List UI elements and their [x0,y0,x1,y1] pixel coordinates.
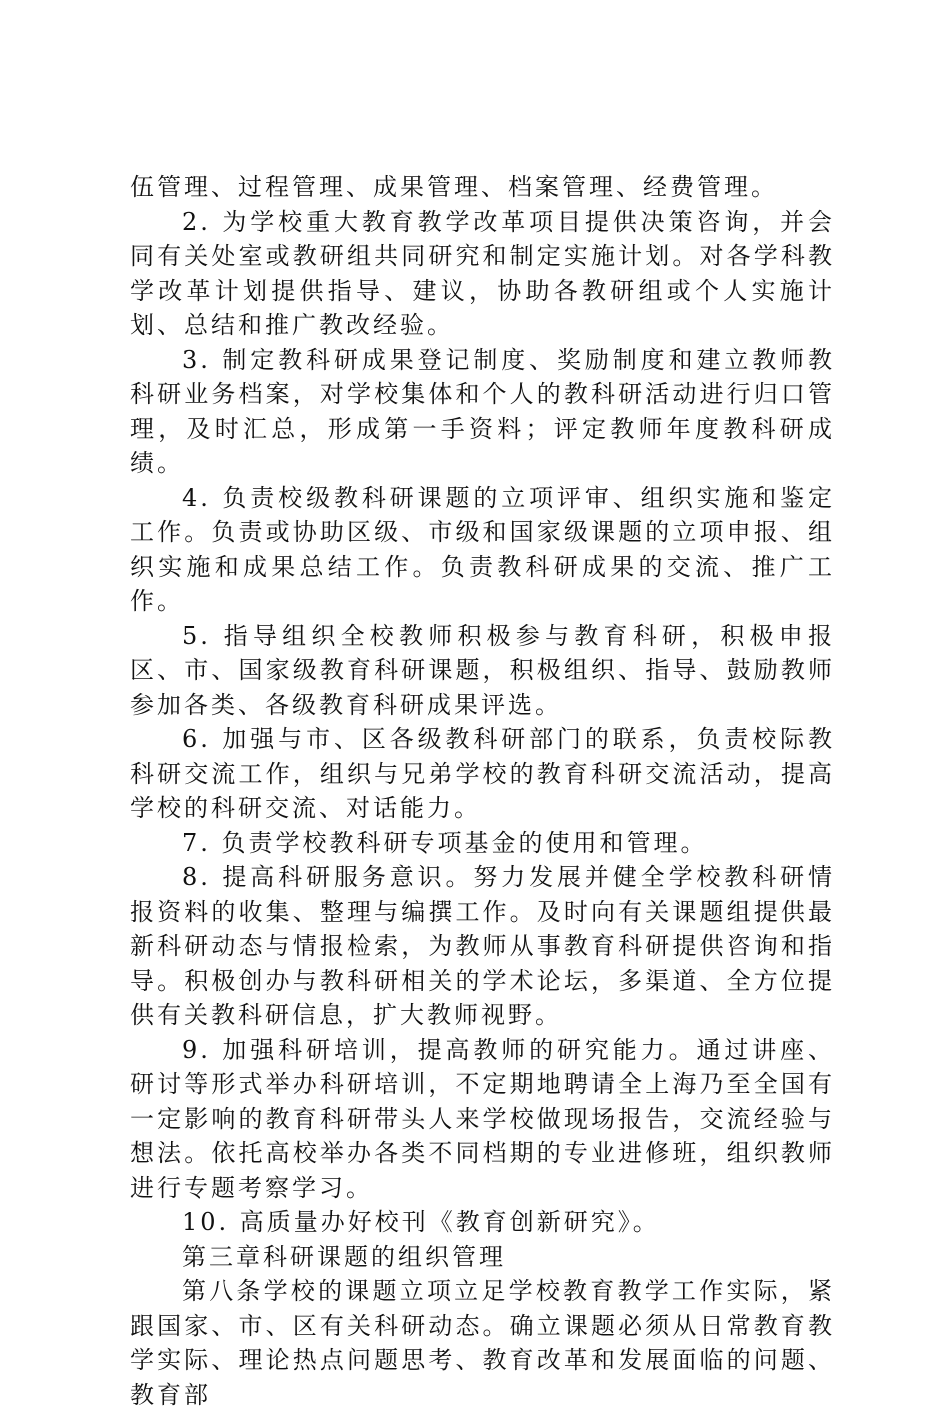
paragraph-continuation: 伍管理、过程管理、成果管理、档案管理、经费管理。 [130,173,778,201]
paragraph-item-3: 3. 制定教科研成果登记制度、奖励制度和建立教师教科研业务档案，对学校集体和个人的教科研活动进行归口管理，及时汇总，形成第一手资料；评定教师年度教科研成绩。 [130,345,835,477]
document-body [130,170,835,1412]
paragraph-item-4: 4. 负责校级教科研课题的立项评审、组织实施和鉴定工作。负责或协助区级、市级和国家级课题的立项申报、组织实施和成果总结工作。负责教科研成果的交流、推广工作。 [130,483,835,615]
paragraph-item-9: 9. 加强科研培训，提高教师的研究能力。通过讲座、研讨等形式举办科研培训，不定期地聘请全上海乃至全国有一定影响的教育科研带头人来学校做现场报告，交流经验与想法。依托高校举办各类不同档期的专业进修班，组织教师进行专题考察学习。 [130,1035,835,1202]
paragraph-item-5: 5. 指导组织全校教师积极参与教育科研，积极申报区、市、国家级教育科研课题，积极组织、指导、鼓励教师参加各类、各级教育科研成果评选。 [130,621,835,719]
article-8-paragraph: 第八条学校的课题立项立足学校教育教学工作实际，紧跟国家、市、区有关科研动态。确立课题必须从日常教育教学实际、理论热点问题思考、教育改革和发展面临的问题、教育部 [130,1277,835,1409]
chapter-heading: 第三章科研课题的组织管理 [182,1242,506,1271]
paragraph-item-7: 7. 负责学校教科研专项基金的使用和管理。 [182,828,708,857]
paragraph-item-6: 6. 加强与市、区各级教科研部门的联系，负责校际教科研交流工作，组织与兄弟学校的教育科研交流活动，提高学校的科研交流、对话能力。 [130,725,835,822]
paragraph-item-2: 2. 为学校重大教育教学改革项目提供决策咨询，并会同有关处室或教研组共同研究和制定实施计划。对各学科教学改革计划提供指导、建议，协助各教研组或个人实施计划、总结和推广教改经验。 [130,207,835,339]
paragraph-item-10: 10. 高质量办好校刊《教育创新研究》。 [182,1208,660,1236]
paragraph-item-8: 8. 提高科研服务意识。努力发展并健全学校教科研情报资料的收集、整理与编撰工作。及时向有关课题组提供最新科研动态与情报检索，为教师从事教育科研提供咨询和指导。积极创办与教科研相关的学术论坛，多渠道、全方位提供有关教科研信息，扩大教师视野。 [130,863,835,1029]
